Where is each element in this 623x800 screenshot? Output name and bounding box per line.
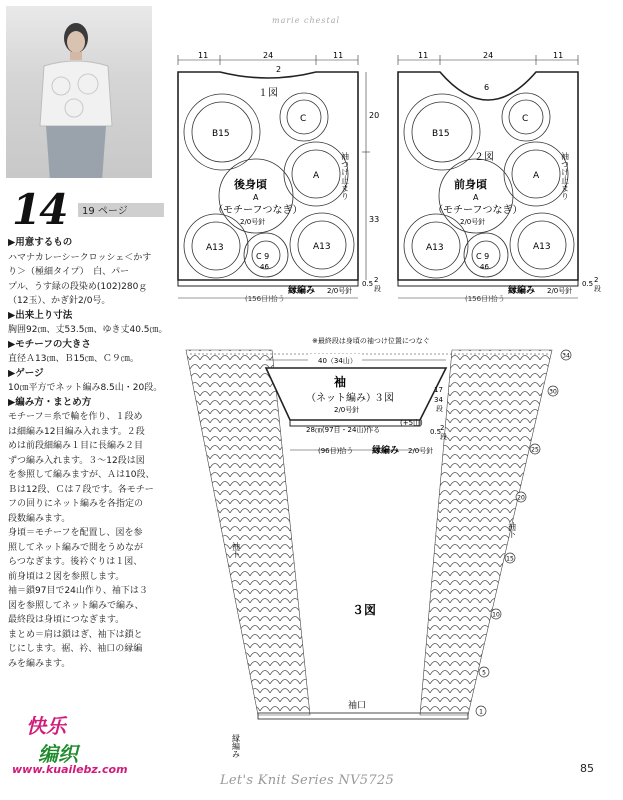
front-motif-c9: C 9 (476, 252, 490, 261)
front-edge-label: 縁編み (508, 286, 536, 296)
back-motif-a13-right: A13 (313, 242, 331, 252)
row-marker-label: 1 (479, 708, 483, 716)
front-sleeve-marker: 袖つけ止まり (560, 152, 570, 200)
instruction-line: らつなぎます。後衿ぐりは１図、 (8, 557, 143, 567)
instruction-line: 袖＝鎖97目で24山作り、袖下は３ (8, 586, 148, 596)
site-logo-top: 快乐 (26, 714, 66, 738)
instruction-line: じにします。裾、衿、袖口の縁編 (8, 644, 143, 654)
instruction-heading: ▶ゲージ (8, 367, 44, 379)
instruction-line: 照してネット編みで間をうめなが (8, 542, 144, 553)
back-sleeve-marker: 袖つけ止まり (340, 152, 350, 200)
instruction-line: みを編みます。 (8, 658, 71, 669)
row-marker-label: 30 (549, 388, 557, 396)
front-edge-unit: 段 (594, 285, 601, 293)
front-fig-label: ２図 (474, 152, 494, 163)
site-url: www.kuailebz.com (12, 763, 128, 776)
sleeve-hook: 2/0号針 (334, 406, 360, 414)
front-title: 前身頃 (454, 178, 487, 191)
instruction-line: 前身頃は２図を参照します。 (8, 571, 125, 582)
back-motif-c9: C 9 (256, 252, 270, 261)
row-marker-label: 5 (482, 669, 486, 677)
sleeve-h1: 17 (434, 386, 443, 394)
back-edge-rows: 2 (374, 276, 379, 284)
sleeve-note: ※最終段は身頃の袖つけ位置につなぐ (312, 337, 430, 345)
page-reference: 19 ページ (82, 206, 128, 217)
sleeve-cuff-label: 袖口 (348, 701, 367, 711)
pattern-number: 14 (12, 185, 67, 234)
sleeve-diagram (186, 336, 571, 758)
row-marker-label: 15 (506, 555, 514, 563)
front-subtitle: （モチーフつなぎ） (433, 205, 523, 216)
instruction-line: ハマナカレーシークロッシェ＜かす (8, 252, 152, 263)
back-edge-hook: 2/0号針 (327, 287, 353, 295)
front-pickup: (156目)拾う (465, 295, 505, 303)
sleeve-border-label: 縁編み (231, 734, 241, 758)
front-motif-c: C (522, 114, 529, 124)
instruction-line: （12玉）、かぎ針2/0号。 (8, 296, 111, 306)
instruction-line: 直径Ａ13㎝、Ｂ15㎝、Ｃ９㎝。 (8, 354, 139, 364)
instruction-line: プル、うす緑の段染め(102)280ｇ (8, 281, 148, 292)
row-marker-label: 25 (531, 446, 539, 454)
sleeve-underarm-right: 袖下 (507, 522, 517, 538)
sleeve-pickup: (96目)拾う (318, 447, 354, 455)
series-title: Let's Knit Series NV5725 (220, 773, 395, 788)
back-dim-right: 11 (333, 51, 344, 60)
front-dim-left: 11 (418, 51, 429, 60)
back-dim-center: 24 (263, 51, 274, 60)
front-motif-a13-right: A13 (533, 242, 551, 252)
front-edge-cm: 0.5 (582, 280, 594, 288)
back-motif-a13-left: A13 (206, 243, 224, 253)
page-number: 85 (580, 762, 594, 775)
front-dim-center: 24 (483, 51, 494, 60)
back-edge-cm: 0.5 (362, 280, 374, 288)
sleeve-h3: 段 (436, 405, 443, 413)
front-dim-right: 11 (553, 51, 564, 60)
back-edge-label: 縁編み (288, 286, 316, 296)
instruction-line: ずつ編み入れます。３～12段は図 (8, 455, 145, 466)
instruction-line: Ｂは12段、Ｃは７段です。各モチー (8, 484, 154, 495)
front-body-diagram (398, 51, 601, 303)
instruction-heading: ▶モチーフの大きさ (8, 338, 91, 350)
sleeve-fig-label: ３図 (352, 603, 377, 617)
sleeve-cast-on: 28㎝(97目・24山)作る (306, 426, 381, 434)
sleeve-fig-inline: ３図 (374, 393, 394, 404)
front-motif-b15: B15 (432, 129, 450, 139)
sleeve-h5: 2 (440, 424, 445, 432)
sleeve-underarm-left: 袖下 (231, 542, 241, 558)
sleeve-h2: 34 (434, 396, 443, 404)
instruction-line: まとめ＝肩は鎖はぎ、袖下は鎖と (8, 629, 143, 640)
front-neck-depth: 6 (484, 83, 490, 92)
back-ring-46: 46 (260, 263, 269, 271)
instruction-line: 胸囲92㎝、丈53.5㎝、ゆき丈40.5㎝。 (8, 325, 168, 335)
sleeve-plus-5: (+5山) (400, 419, 423, 427)
back-subtitle: （モチーフつなぎ） (213, 205, 303, 216)
back-motif-b15: B15 (212, 129, 230, 139)
sleeve-subtitle: （ネット編み） (306, 393, 376, 404)
instruction-line: めは前段細編み１目に長編み２目 (8, 441, 144, 451)
back-edge-unit: 段 (374, 285, 381, 293)
instruction-line: 身頃＝モチーフを配置し、図を参 (8, 528, 143, 538)
back-title: 後身頃 (234, 178, 267, 191)
instruction-heading: ▶出来上り寸法 (8, 309, 73, 321)
back-motif-c: C (300, 114, 307, 124)
back-fig-label: １図 (258, 88, 278, 99)
back-pickup: (156目)拾う (245, 295, 285, 303)
front-edge-rows: 2 (594, 276, 599, 284)
front-edge-hook: 2/0号針 (547, 287, 573, 295)
back-dim-left: 11 (198, 51, 209, 60)
back-armhole-height: 20 (369, 111, 380, 120)
sleeve-title: 袖 (334, 375, 347, 389)
back-neck-depth: 2 (276, 65, 282, 74)
back-title-a: A (253, 193, 259, 202)
back-hook: 2/0号針 (240, 218, 266, 226)
instruction-line: 段数編みます。 (8, 513, 71, 524)
brand-watermark: marie chestal (272, 16, 341, 25)
row-marker-label: 34 (562, 352, 570, 360)
front-ring-46: 46 (480, 263, 489, 271)
back-body-diagram (178, 51, 381, 303)
front-motif-a: A (533, 171, 540, 181)
front-title-a: A (473, 193, 479, 202)
instruction-line: 図を参照してネット編みで編み、 (8, 600, 144, 611)
sleeve-h4: 0.5 (430, 428, 442, 436)
row-marker-label: 20 (517, 494, 525, 502)
site-logo-bottom: 编织 (38, 742, 78, 766)
sleeve-h6: 段 (440, 433, 447, 441)
instruction-line: 最終段は身頃につなぎます。 (8, 615, 125, 625)
back-side-height: 33 (369, 215, 380, 224)
instruction-line: モチーフ＝糸で輪を作り、１段め (8, 412, 143, 422)
instruction-line: り＞（極細タイプ） 白、パー (8, 267, 130, 277)
instruction-heading: ▶編み方・まとめ方 (8, 396, 92, 408)
instruction-line: は細編み12目編み入れます。２段 (8, 426, 145, 437)
back-motif-a: A (313, 171, 320, 181)
front-motif-a13-left: A13 (426, 243, 444, 253)
row-marker-label: 10 (492, 611, 500, 619)
sleeve-top-width: 40（34山） (318, 357, 357, 365)
instruction-line: フの回りにネット編みを各指定の (8, 499, 144, 509)
sleeve-edge-hook: 2/0号針 (408, 447, 434, 455)
instruction-line: 10㎝平方でネット編み8.5山・20段。 (8, 383, 163, 393)
front-hook: 2/0号針 (460, 218, 486, 226)
sleeve-edge-label: 縁編み (372, 446, 400, 456)
instruction-line: を参照して編みますが、Ａは10段、 (8, 470, 155, 480)
instruction-heading: ▶用意するもの (8, 237, 73, 248)
